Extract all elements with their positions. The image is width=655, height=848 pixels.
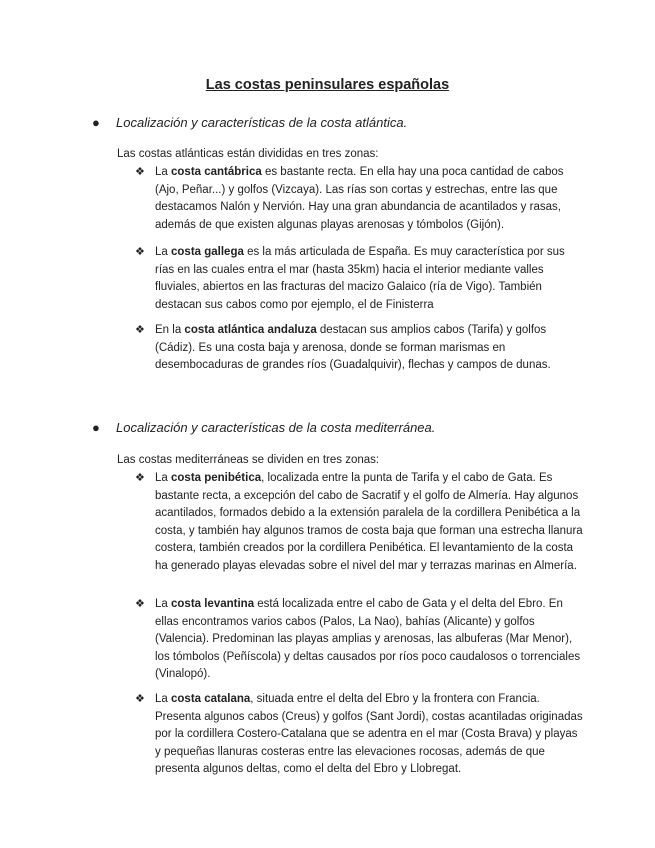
diamond-bullet-icon: ❖ [135, 324, 145, 336]
list-item-text: La costa levantina está localizada entre el cabo de Gata y el delta del Ebro. En ellas encontramos varios cabos (Palos, La Nao), bahías (Alicante) y golfos (Valencia). Predominan las playas amplias y arenosas, las albuferas (Mar Menor), los tómbolos (Peñíscola) y deltas causados por ríos poco caudalosos o torrenciales (Vinalopó). [155, 598, 581, 681]
section-intro-atlantic: Las costas atlánticas están divididas en tres zonas: [117, 148, 379, 160]
list-item-text: En la costa atlántica andaluza destacan sus amplios cabos (Tarifa) y golfos (Cádiz). Es una costa baja y arenosa, donde se forman marismas en desembocaduras de grandes ríos (Guadalquivir), flechas y campos de dunas. [155, 324, 551, 372]
list-item-text: La costa penibética, localizada entre la punta de Tarifa y el cabo de Gata. Es bastante recta, a excepción del cabo de Sacratif y el golfo de Almería. Hay algunos acantilados, formados debido a la extensión paralela de la cordillera Penibética a la costa, y también hay algunos tramos de costa baja que forman una estrecha llanura costera, también creados por la cordillera Penibética. El levantamiento de la costa ha generado playas elevadas sobre el nivel del mar y terrazas marinas en Almería. [155, 472, 583, 572]
term-bold: costa levantina [171, 598, 255, 610]
bullet-dot-icon: ● [92, 115, 100, 130]
diamond-bullet-icon: ❖ [135, 472, 145, 484]
page-title: Las costas peninsulares españolas [205, 77, 450, 93]
list-item-text: La costa catalana, situada entre el delta del Ebro y la frontera con Francia. Presenta algunos cabos (Creus) y golfos (Sant Jordi), costas acantiladas originadas por la cordillera Costero-Catalana que se adentra en el mar (Costa Brava) y playas y pequeñas llanuras costeras entre las elevaciones rocosas, además de que presenta algunos deltas, como el delta del Ebro y Llobregat. [155, 693, 583, 776]
bullet-dot-icon: ● [92, 420, 100, 435]
diamond-bullet-icon: ❖ [135, 693, 145, 705]
section-intro-mediterranean: Las costas mediterráneas se dividen en tres zonas: [117, 454, 380, 466]
diamond-bullet-icon: ❖ [135, 166, 145, 178]
list-item-text: La costa gallega es la más articulada de España. Es muy característica por sus rías en las cuales entra el mar (hasta 35km) hacia el interior mediante valles fluviales, abiertos en las fracturas del macizo Galaico (ría de Vigo). También destacan sus cabos como por ejemplo, el de Finisterra [155, 246, 565, 311]
section-heading-text: Localización y características de la costa mediterránea. [116, 420, 436, 435]
term-bold: costa catalana [171, 693, 251, 705]
term-bold: costa penibética [171, 472, 262, 484]
list-item-text: La costa cantábrica es bastante recta. En ella hay una poca cantidad de cabos (Ajo, Peñar...) y golfos (Vizcaya). Las rías son cortas y estrechas, entre las que destacamos Nalón y Nervión. Hay una gran abundancia de acantilados y rasas, además de que existen algunas playas arenosas y tómbolos (Gijón). [155, 166, 564, 231]
term-bold: costa gallega [171, 246, 244, 258]
diamond-bullet-icon: ❖ [135, 246, 145, 258]
diamond-bullet-icon: ❖ [135, 598, 145, 610]
term-bold: costa atlántica andaluza [184, 324, 317, 336]
section-heading-text: Localización y características de la costa atlántica. [116, 115, 408, 130]
term-bold: costa cantábrica [171, 166, 262, 178]
